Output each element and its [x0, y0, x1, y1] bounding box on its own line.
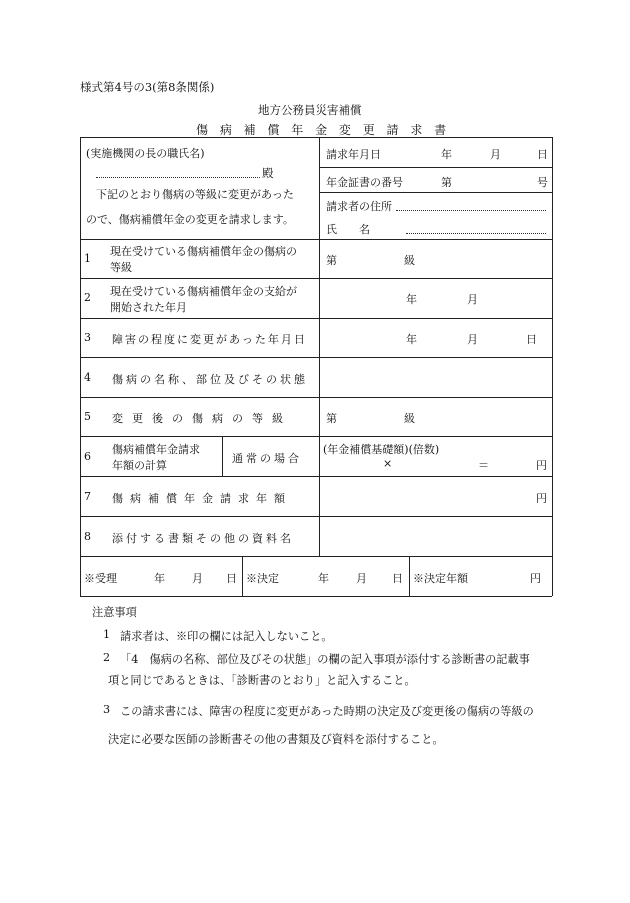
request-text-line1: 下記のとおり傷病の等級に変更があった: [96, 188, 294, 201]
row-8-label: 添付する書類その他の資料名: [112, 532, 294, 545]
row-2-number: 2: [84, 291, 91, 304]
decided-amount-label: ※決定年額: [413, 572, 468, 585]
row-6-sub-label: 通常の場合: [232, 452, 302, 465]
row-1-label: 現在受けている傷病補償年金の傷病の: [110, 245, 297, 258]
address-label: 請求者の住所: [326, 200, 392, 213]
note-1: 請求者は、※印の欄には記入しないこと。: [120, 630, 333, 643]
request-text-line2: ので、傷病補償年金の変更を請求します。: [86, 213, 294, 226]
note-3-line1: この請求書には、障害の程度に変更があった時期の決定及び変更後の傷病の等級の: [120, 705, 534, 718]
addressee-org-label: (実施機関の長の職氏名): [86, 147, 205, 160]
row-1-number: 1: [84, 252, 91, 265]
form-title: 傷 病 補 償 年 金 変 更 請 求 書: [196, 123, 451, 137]
form-subtitle: 地方公務員災害補償: [258, 103, 362, 117]
honorific: 殿: [262, 166, 274, 180]
name-line: [406, 233, 546, 234]
receipt-label: ※受理: [84, 572, 117, 585]
row-3-number: 3: [84, 331, 91, 344]
request-date-label: 請求年月日: [326, 148, 381, 161]
row-7-number: 7: [84, 490, 91, 503]
row-4-number: 4: [84, 371, 91, 384]
notes-heading: 注意事項: [92, 606, 137, 619]
note-2-line2: 項と同じであるときは、「診断書のとおり」と記入すること。: [108, 674, 416, 687]
note-3-line2: 決定に必要な医師の診断書その他の書類及び資料を添付すること。: [108, 733, 444, 746]
row-6-number: 6: [84, 450, 91, 463]
row-2-label: 現在受けている傷病補償年金の支給が: [110, 285, 297, 298]
row-7-label: 傷病補償年金請求年額: [112, 492, 292, 505]
decision-label: ※決定: [246, 572, 279, 585]
row-6-formula-header: (年金補償基礎額)(倍数): [323, 443, 440, 456]
name-label: 氏 名: [326, 223, 370, 236]
certificate-number-label: 年金証書の番号: [326, 176, 403, 189]
row-5-label: 変更後の傷病の等級: [112, 412, 292, 425]
row-4-label: 傷病の名称、部位及びその状態: [112, 373, 308, 386]
address-line: [396, 210, 546, 211]
note-2-line1: 「4 傷病の名称、部位及びその状態」の欄の記入事項が添付する診断書の記載事: [120, 653, 530, 666]
row-8-number: 8: [84, 530, 91, 543]
row-5-number: 5: [84, 410, 91, 423]
row-3-label: 障害の程度に変更があった年月日: [112, 333, 307, 346]
form-number: 様式第4号の3(第8条関係): [80, 80, 215, 94]
addressee-line: [96, 177, 260, 178]
row-6-label: 傷病補償年金請求: [112, 443, 200, 456]
